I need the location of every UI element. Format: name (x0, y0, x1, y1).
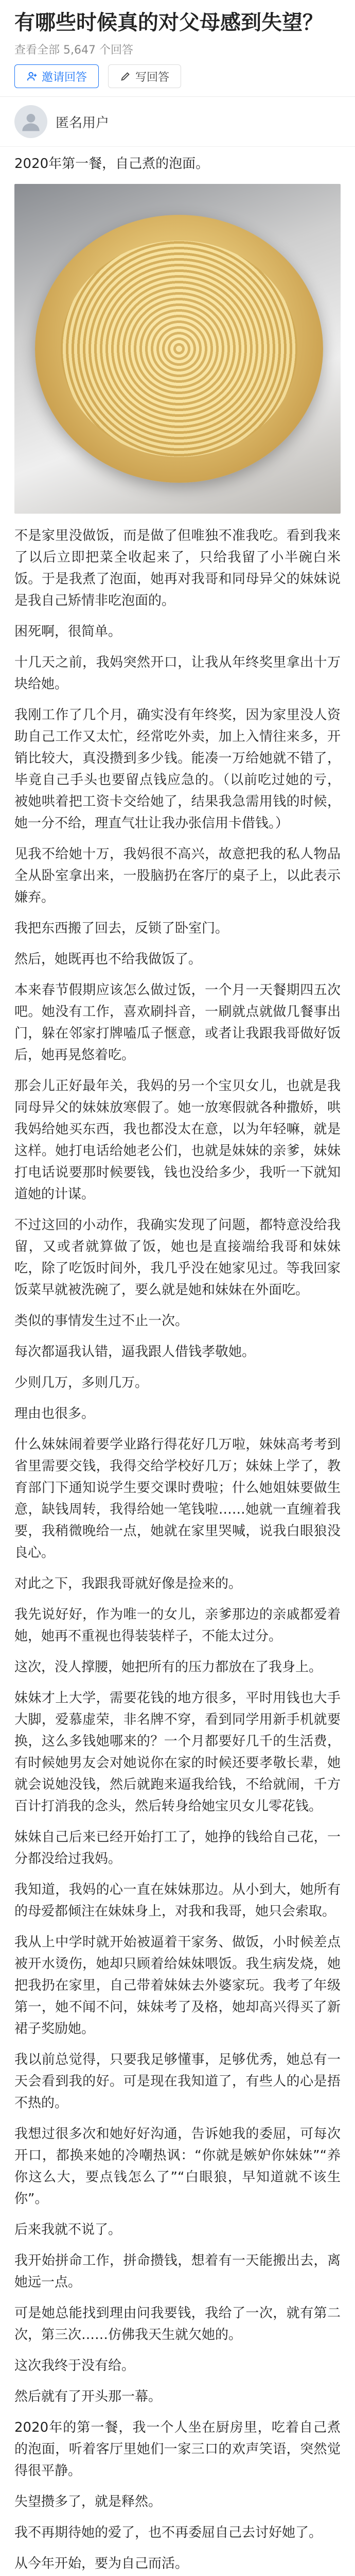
answer-paragraph: 可是她总能找到理由问我要钱，我给了一次，就有第二次，第三次……仿佛我天生就欠她的。 (14, 2306, 341, 2343)
answer-paragraph: 这次，没人撑腰，她把所有的压力都放在了我身上。 (14, 1659, 323, 1675)
answer-paragraphs (14, 525, 341, 2574)
answer-paragraph: 见我不给她十万，我妈很不高兴，故意把我的私人物品全从卧室拿出来，一股脑扔在客厅的桌子上，以此表示嫌弃。 (14, 846, 341, 905)
answer-paragraph: 我先说好好，作为唯一的女儿，亲爹那边的亲戚都爱着她，她再不重视也得装装样子，不能太过分。 (14, 1607, 341, 1644)
answer-paragraph: 后来我就不说了。 (14, 2222, 122, 2238)
answer-paragraph: 失望攒多了，就是释然。 (14, 2494, 162, 2510)
author-name: 匿名用户 (56, 115, 110, 131)
answer-paragraph: 妹妹自己后来已经开始打工了，她挣的钱给自己花，一分都没给过我妈。 (14, 1829, 341, 1867)
answer-paragraph: 类似的事情发生过不止一次。 (14, 1313, 189, 1329)
author-row[interactable] (0, 97, 355, 147)
answer-paragraph: 每次都逼我认错，逼我跟人借钱孝敬她。 (14, 1344, 256, 1360)
answer-paragraph: 十几天之前，我妈突然开口，让我从年终奖里拿出十万块给她。 (14, 655, 341, 692)
answer-paragraph: 从今年开始，要为自己而活。 (14, 2556, 189, 2571)
answer-paragraph: 对此之下，我跟我哥就好像是捡来的。 (14, 1576, 242, 1591)
answer-paragraph: 我开始拼命工作，拼命攒钱，想着有一天能搬出去，离她远一点。 (14, 2253, 341, 2290)
answer-paragraph: 我想过很多次和她好好沟通，告诉她我的委屈，可每次开口，都换来她的冷嘲热讽：“你就是嫉妒你妹妹”“养你这么大，要点钱怎么了”“白眼狼，早知道就不该生你”。 (14, 2126, 341, 2207)
question-title[interactable]: 有哪些时候真的对父母感到失望？ (14, 11, 323, 35)
answer-paragraph: 什么妹妹闹着要学业路行得花好几万啦，妹妹高考考到省里需要交钱，我得交给学校好几万；妹妹上学了，教育部门下通知说学生要交课时费啦；什么她姐妹要做生意，缺钱周转，我得给她一笔钱啦……她就一直缠着我要，我稍微晚给一点，她就在家里哭喊，说我白眼狼没良心。 (14, 1437, 341, 1561)
answer-paragraph: 我以前总觉得，只要我足够懂事，足够优秀，她总有一天会看到我的好。可是现在我知道了，有些人的心是捂不热的。 (14, 2052, 341, 2111)
question-header (0, 0, 355, 97)
view-all-answers-link[interactable]: 查看全部 5,647 个回答 (14, 44, 133, 57)
answer-paragraph: 不过这回的小动作，我确实发现了问题，都特意没给我留，又或者就算做了饭，她也是直接端给我哥和妹妹吃，除了吃饭时间外，我几乎没在她家见过。等我回家饭菜早就被洗碗了，要么就是她和妹妹在外面吃。 (14, 1217, 341, 1298)
answer-paragraph: 然后就有了开头那一幕。 (14, 2389, 162, 2404)
answer-paragraph: 妹妹才上大学，需要花钱的地方很多，平时用钱也大手大脚，爱慕虚荣，非名牌不穿，看到同学用新手机就要换，这么多钱她哪来的？一个月都要好几千的生活费，有时候她男友会对她说你在家的时候还要孝敬长辈，她就会说她没钱，然后就跑来逼我给钱，不给就闹，千方百计打消我的念头，然后转身给她宝贝女儿零花钱。 (14, 1690, 341, 1814)
noodles (61, 241, 297, 457)
answer-paragraph: 2020年的第一餐，我一个人坐在厨房里，吃着自己煮的泡面，听着客厅里她们一家三口的欢声笑语，突然觉得很平静。 (14, 2420, 341, 2479)
answer-paragraph: 这次我终于没有给。 (14, 2358, 135, 2374)
pencil-icon (120, 71, 131, 82)
write-answer-button[interactable] (108, 64, 181, 88)
answer-paragraph: 本来春节假期应该怎么做过饭，一个月一天餐期四五次吧。她没有工作，喜欢刷抖音，一刷就点就做几餐事出门，躲在邻家打牌嗑瓜子惬意，或者让我跟我哥做好饭后，她再晃悠着吃。 (14, 982, 341, 1063)
answer-paragraph: 困死啊，很简单。 (14, 624, 122, 639)
write-answer-label: 写回答 (135, 71, 170, 84)
instant-noodles-photo[interactable] (14, 184, 341, 514)
invite-answer-button[interactable] (14, 64, 99, 88)
anonymous-avatar (14, 105, 47, 138)
answer-paragraph: 不是家里没做饭，而是做了但唯独不准我吃。看到我来了以后立即把菜全收起来了，只给我留了小半碗白米饭。于是我煮了泡面，她再对我哥和同母异父的妹妹说是我自己矫情非吃泡面的。 (14, 528, 341, 608)
answer-paragraph: 我刚工作了几个月，确实没有年终奖，因为家里没人资助自己工作又太忙，经常吃外卖，加上入情往来多，开销比较大，真没攒到多少钱。能凑一万给她就不错了，毕竟自己手头也要留点钱应急的。（以前吃过她的亏，被她哄着把工资卡交给她了，结果我急需用钱的时候，她一分不给，理直气壮让我办张信用卡借钱。） (14, 707, 341, 831)
answer-paragraph: 我不再期待她的爱了，也不再委屈自己去讨好她了。 (14, 2525, 323, 2540)
invite-answer-label: 邀请回答 (42, 71, 87, 84)
user-icon (21, 111, 41, 132)
answer-paragraph: 我从上中学时就开始被逼着干家务、做饭，小时候差点被开水烫伤，她却只顾着给妹妹喂饭。我生病发烧，她把我扔在家里，自己带着妹妹去外婆家玩。我考了年级第一，她不闻不问，妹妹考了及格，她却高兴得买了新裙子奖励她。 (14, 1935, 341, 2037)
answer-paragraph: 那会儿正好最年关，我妈的另一个宝贝女儿，也就是我同母异父的妹妹放寒假了。她一放寒假就各种撒娇，哄我妈给她买东西，我也都没太在意，以为年轻嘛，就是这样。她打电话给她老公们，也就是妹妹的亲爹，妹妹打电话说要那时候要钱，钱也没给多少，我听一下就知道她的计谋。 (14, 1078, 341, 1202)
person-plus-icon (26, 71, 38, 82)
answer-paragraph: 少则几万，多则几万。 (14, 1375, 149, 1391)
question-actions (14, 64, 341, 88)
answer-paragraph: 我知道，我妈的心一直在妹妹那边。从小到大，她所有的母爱都倾注在妹妹身上，对我和我哥，她只会索取。 (14, 1882, 341, 1919)
answer-paragraph: 然后，她既再也不给我做饭了。 (14, 952, 202, 967)
answer-body (0, 147, 355, 2576)
answer-paragraph: 理由也很多。 (14, 1406, 95, 1421)
answer-paragraph: 我把东西搬了回去，反锁了卧室门。 (14, 921, 229, 936)
answer-intro: 2020年第一餐，自己煮的泡面。 (14, 156, 209, 172)
